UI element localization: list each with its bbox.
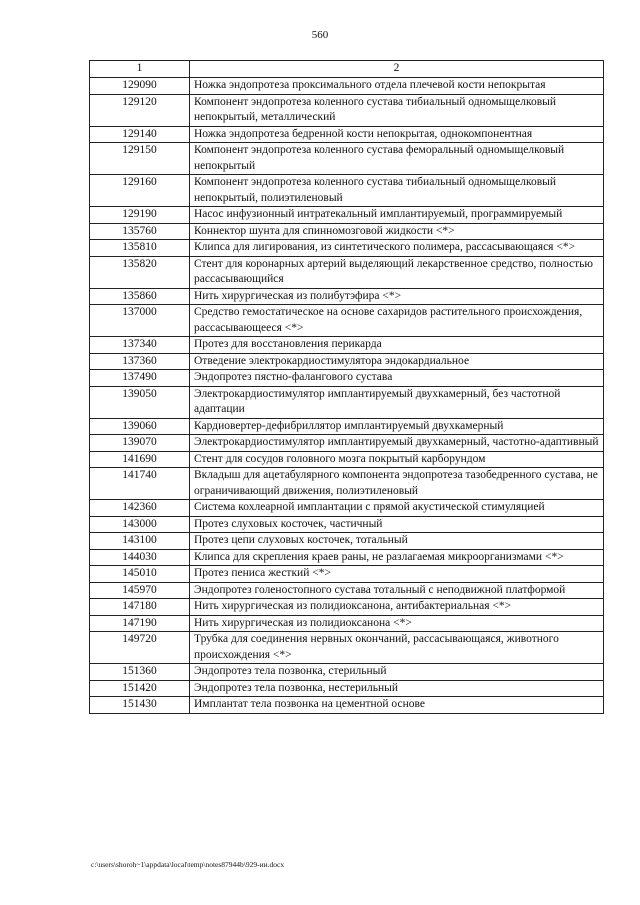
row-code: 135860: [90, 288, 190, 305]
row-code: 137360: [90, 353, 190, 370]
row-code: 147180: [90, 599, 190, 616]
row-name: Система кохлеарной имплантации с прямой акустической стимуляцией: [190, 500, 604, 517]
row-code: 129190: [90, 207, 190, 224]
row-code: 129090: [90, 78, 190, 95]
row-code: 129140: [90, 126, 190, 143]
row-code: 137490: [90, 370, 190, 387]
table-row: [90, 549, 604, 566]
table-row: [90, 126, 604, 143]
table-row: [90, 386, 604, 418]
row-code: 137340: [90, 337, 190, 354]
row-code: 129150: [90, 143, 190, 175]
row-code: 135810: [90, 240, 190, 257]
row-code: 145010: [90, 566, 190, 583]
table-row: [90, 664, 604, 681]
row-name: Имплантат тела позвонка на цементной основе: [190, 697, 604, 714]
row-name: Стент для коронарных артерий выделяющий лекарственное средство, полностью рассасывающийся: [190, 256, 604, 288]
row-code: 147190: [90, 615, 190, 632]
row-name: Средство гемостатическое на основе сахаридов растительного происхождения, рассасывающееся <*>: [190, 305, 604, 337]
table-row: [90, 697, 604, 714]
table-row: [90, 582, 604, 599]
row-code: 151420: [90, 680, 190, 697]
table-row: [90, 632, 604, 664]
file-path-footer: c:\users\shoroh~1\appdata\local\temp\notes87944b\929-ии.docx: [91, 860, 285, 869]
row-name: Насос инфузионный интратекальный имплантируемый, программируемый: [190, 207, 604, 224]
row-name: Эндопротез тела позвонка, стерильный: [190, 664, 604, 681]
table-row: [90, 516, 604, 533]
row-code: 139060: [90, 418, 190, 435]
row-code: 141690: [90, 451, 190, 468]
row-code: 129120: [90, 94, 190, 126]
table-row: [90, 256, 604, 288]
row-code: 129160: [90, 175, 190, 207]
table-row: [90, 223, 604, 240]
table-row: [90, 533, 604, 550]
row-name: Вкладыш для ацетабулярного компонента эндопротеза тазобедренного сустава, не ограничивающий движения, полиэтиленовый: [190, 468, 604, 500]
row-name: Ножка эндопротеза проксимального отдела плечевой кости непокрытая: [190, 78, 604, 95]
row-name: Протез для восстановления перикарда: [190, 337, 604, 354]
row-code: 139070: [90, 435, 190, 452]
row-name: Ножка эндопротеза бедренной кости непокрытая, однокомпонентная: [190, 126, 604, 143]
row-name: Компонент эндопротеза коленного сустава тибиальный одномыщелковый непокрытый, металлический: [190, 94, 604, 126]
row-name: Протез пениса жесткий <*>: [190, 566, 604, 583]
table-row: [90, 615, 604, 632]
row-code: 135820: [90, 256, 190, 288]
row-name: Электрокардиостимулятор имплантируемый двухкамерный, без частотной адаптации: [190, 386, 604, 418]
row-name: Электрокардиостимулятор имплантируемый двухкамерный, частотно-адаптивный: [190, 435, 604, 452]
row-name: Компонент эндопротеза коленного сустава феморальный одномыщелковый непокрытый: [190, 143, 604, 175]
row-code: 149720: [90, 632, 190, 664]
row-name: Нить хирургическая из полибутэфира <*>: [190, 288, 604, 305]
row-name: Отведение электрокардиостимулятора эндокардиальное: [190, 353, 604, 370]
table-row: [90, 143, 604, 175]
row-code: 141740: [90, 468, 190, 500]
column-header-name: 2: [190, 61, 604, 78]
row-name: Клипса для скрепления краев раны, не разлагаемая микроорганизмами <*>: [190, 549, 604, 566]
row-name: Эндопротез голеностопного сустава тотальный с неподвижной платформой: [190, 582, 604, 599]
table-row: [90, 305, 604, 337]
row-name: Стент для сосудов головного мозга покрытый карборундом: [190, 451, 604, 468]
table-row: [90, 500, 604, 517]
table-row: [90, 94, 604, 126]
table-row: [90, 680, 604, 697]
table-row: [90, 337, 604, 354]
table-row: [90, 240, 604, 257]
row-name: Эндопротез тела позвонка, нестерильный: [190, 680, 604, 697]
row-code: 151430: [90, 697, 190, 714]
row-code: 139050: [90, 386, 190, 418]
table-row: [90, 78, 604, 95]
row-code: 151360: [90, 664, 190, 681]
table-row: [90, 288, 604, 305]
table-header-row: [90, 61, 604, 78]
device-table: [89, 60, 604, 714]
row-name: Протез цепи слуховых косточек, тотальный: [190, 533, 604, 550]
table-row: [90, 566, 604, 583]
row-code: 145970: [90, 582, 190, 599]
row-code: 142360: [90, 500, 190, 517]
table-row: [90, 370, 604, 387]
row-name: Компонент эндопротеза коленного сустава тибиальный одномыщелковый непокрытый, полиэтиленовый: [190, 175, 604, 207]
row-code: 143100: [90, 533, 190, 550]
table-row: [90, 435, 604, 452]
page-number: 560: [311, 29, 329, 41]
row-name: Трубка для соединения нервных окончаний, рассасывающаяся, животного происхождения <*>: [190, 632, 604, 664]
table-row: [90, 207, 604, 224]
row-name: Эндопротез пястно-фалангового сустава: [190, 370, 604, 387]
table-row: [90, 599, 604, 616]
table-row: [90, 175, 604, 207]
row-name: Протез слуховых косточек, частичный: [190, 516, 604, 533]
row-code: 144030: [90, 549, 190, 566]
row-code: 137000: [90, 305, 190, 337]
row-code: 143000: [90, 516, 190, 533]
row-name: Кардиовертер-дефибриллятор имплантируемый двухкамерный: [190, 418, 604, 435]
table-row: [90, 451, 604, 468]
table-row: [90, 353, 604, 370]
column-header-code: 1: [90, 61, 190, 78]
row-code: 135760: [90, 223, 190, 240]
table-row: [90, 418, 604, 435]
row-name: Нить хирургическая из полидиоксанона, антибактериальная <*>: [190, 599, 604, 616]
row-name: Коннектор шунта для спинномозговой жидкости <*>: [190, 223, 604, 240]
row-name: Нить хирургическая из полидиоксанона <*>: [190, 615, 604, 632]
table-row: [90, 468, 604, 500]
row-name: Клипса для лигирования, из синтетического полимера, рассасывающаяся <*>: [190, 240, 604, 257]
